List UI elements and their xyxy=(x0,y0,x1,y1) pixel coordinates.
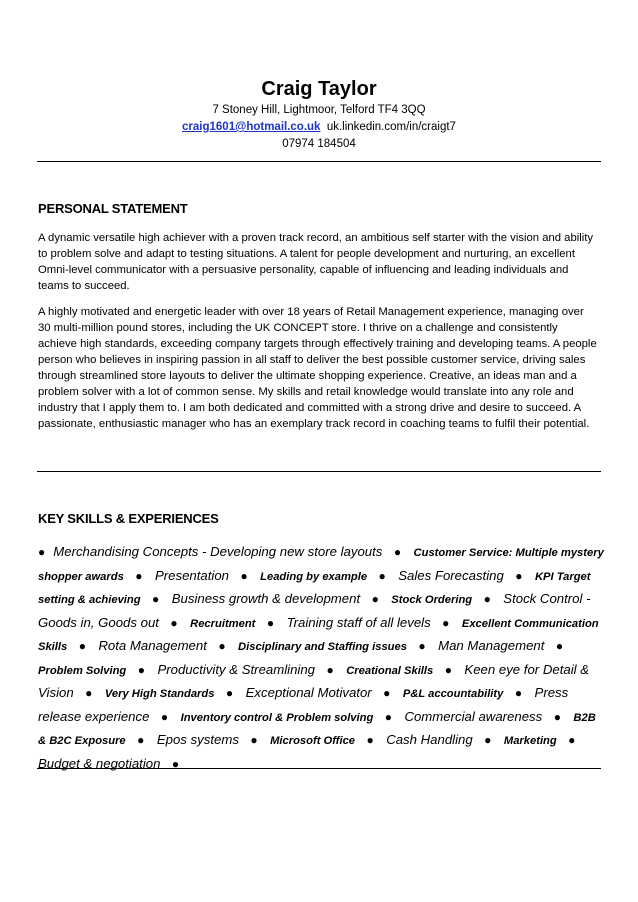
bullet-icon: ● xyxy=(170,615,178,630)
key-skills-heading: KEY SKILLS & EXPERIENCES xyxy=(38,511,219,526)
bullet-icon: ● xyxy=(366,733,374,747)
skill-item: B2B & B2C Exposure xyxy=(38,711,596,747)
bullet-icon: ● xyxy=(484,733,492,747)
skill-item: Rota Management xyxy=(98,638,207,653)
linkedin-url: uk.linkedin.com/in/craigt7 xyxy=(326,121,456,133)
skill-item: Inventory control & Problem solving xyxy=(180,711,374,724)
skill-item: Productivity & Streamlining xyxy=(157,661,316,677)
skill-item: Training staff of all levels xyxy=(286,614,431,630)
bullet-icon: ● xyxy=(137,662,145,677)
personal-statement-heading: PERSONAL STATEMENT xyxy=(38,201,188,216)
bullet-icon: ● xyxy=(553,709,561,724)
skill-item: Disciplinary and Staffing issues xyxy=(238,641,407,653)
bullet-icon: ● xyxy=(85,686,93,700)
bullet-icon: ● xyxy=(38,545,46,559)
skill-item: Leading by example xyxy=(260,570,368,583)
skill-item: Business growth & development xyxy=(171,591,361,606)
skill-item: Budget & negotiation xyxy=(38,755,161,771)
bullet-icon: ● xyxy=(383,686,391,700)
bullet-icon: ● xyxy=(444,662,452,677)
skill-item: Keen eye for Detail & Vision xyxy=(38,661,590,700)
skill-item: Excellent Communication Skills xyxy=(38,617,599,653)
skill-item: Customer Service: Multiple mystery shopper awards xyxy=(38,547,604,583)
email-link[interactable]: craig1601@hotmail.co.uk xyxy=(182,121,321,133)
skill-item: Problem Solving xyxy=(38,664,127,677)
bullet-icon: ● xyxy=(78,639,86,653)
bullet-icon: ● xyxy=(371,592,379,606)
bullet-icon: ● xyxy=(266,615,275,630)
bullet-icon: ● xyxy=(483,592,491,606)
bullet-icon: ● xyxy=(218,639,226,653)
bullet-icon: ● xyxy=(568,733,576,747)
candidate-name: Craig Taylor xyxy=(261,78,377,100)
bullet-icon: ● xyxy=(135,568,143,583)
skill-item: Press release experience xyxy=(38,685,569,724)
bullet-icon: ● xyxy=(555,639,564,653)
skill-item: Very High Standards xyxy=(104,688,215,700)
skill-item: Microsoft Office xyxy=(270,735,356,747)
skill-item: KPI Target setting & achieving xyxy=(38,570,591,606)
skill-item: Stock Control - Goods in, Goods out xyxy=(38,591,591,630)
skill-item: Cash Handling xyxy=(386,732,473,747)
skill-item: Epos systems xyxy=(156,732,239,747)
address: 7 Stoney Hill, Lightmoor, Telford TF4 3QQ xyxy=(212,104,426,116)
skill-item: Creational Skills xyxy=(346,664,434,677)
divider xyxy=(37,471,601,472)
bullet-icon: ● xyxy=(160,709,169,724)
skill-item: Man Management xyxy=(438,638,545,653)
bullet-icon: ● xyxy=(514,686,523,700)
bullet-icon: ● xyxy=(152,592,160,606)
skill-item: Stock Ordering xyxy=(391,594,473,606)
bullet-icon: ● xyxy=(515,568,523,583)
bullet-icon: ● xyxy=(418,639,426,653)
divider xyxy=(37,161,601,162)
skill-item: P&L accountability xyxy=(402,688,504,700)
bullet-icon: ● xyxy=(442,615,450,630)
skills-list xyxy=(38,541,604,775)
statement-paragraph: A dynamic versatile high achiever with a proven track record, an ambitious self starter with the vision and ability to problem solve and adapt to testing situations. A talent for people development and nurturing, an excellent Omni-level communicator with a persuasive personality, capable of influencing and leading individuals and teams to succeed. xyxy=(38,232,594,292)
skill-item: Commercial awareness xyxy=(404,708,543,724)
bullet-icon: ● xyxy=(393,545,402,559)
bullet-icon: ● xyxy=(326,662,334,677)
skill-item: Sales Forecasting xyxy=(398,567,504,583)
bullet-icon: ● xyxy=(384,709,392,724)
statement-paragraph: A highly motivated and energetic leader with over 18 years of Retail Management experience, managing over 30 multi-million pound stores, including the UK CONCEPT store. I thrive on a challenge and consistently achieve high standards, exceeding company targets through effectively training and developing teams. A people person who believes in inspiring passion in all staff to deliver the best possible customer service, driving sales through streamlined store layouts to deliver the ultimate shopping experience. Creative, an ideas man and a problem solver with a lot of common sense. My skills and retail knowledge would translate into any role and industry that I apply them to. I am both dedicated and committed with a strong drive and desire to succeed. A passionate, enthusiastic manager who has an exemplary track record in coaching teams to fulfil their potential. xyxy=(38,306,597,430)
bullet-icon: ● xyxy=(378,568,386,583)
skill-item: Presentation xyxy=(154,567,229,583)
bullet-icon: ● xyxy=(250,733,258,747)
phone-number: 07974 184504 xyxy=(282,138,356,150)
bullet-icon: ● xyxy=(171,756,180,771)
divider xyxy=(37,768,601,769)
bullet-icon: ● xyxy=(137,733,145,747)
bullet-icon: ● xyxy=(240,568,248,583)
bullet-icon: ● xyxy=(225,686,234,700)
contact-line xyxy=(0,119,638,136)
skill-item: Exceptional Motivator xyxy=(245,685,372,700)
skill-item: Marketing xyxy=(503,735,557,747)
skill-item: Merchandising Concepts - Developing new store layouts xyxy=(53,544,383,559)
skill-item: Recruitment xyxy=(190,617,256,630)
cv-header xyxy=(0,76,638,153)
